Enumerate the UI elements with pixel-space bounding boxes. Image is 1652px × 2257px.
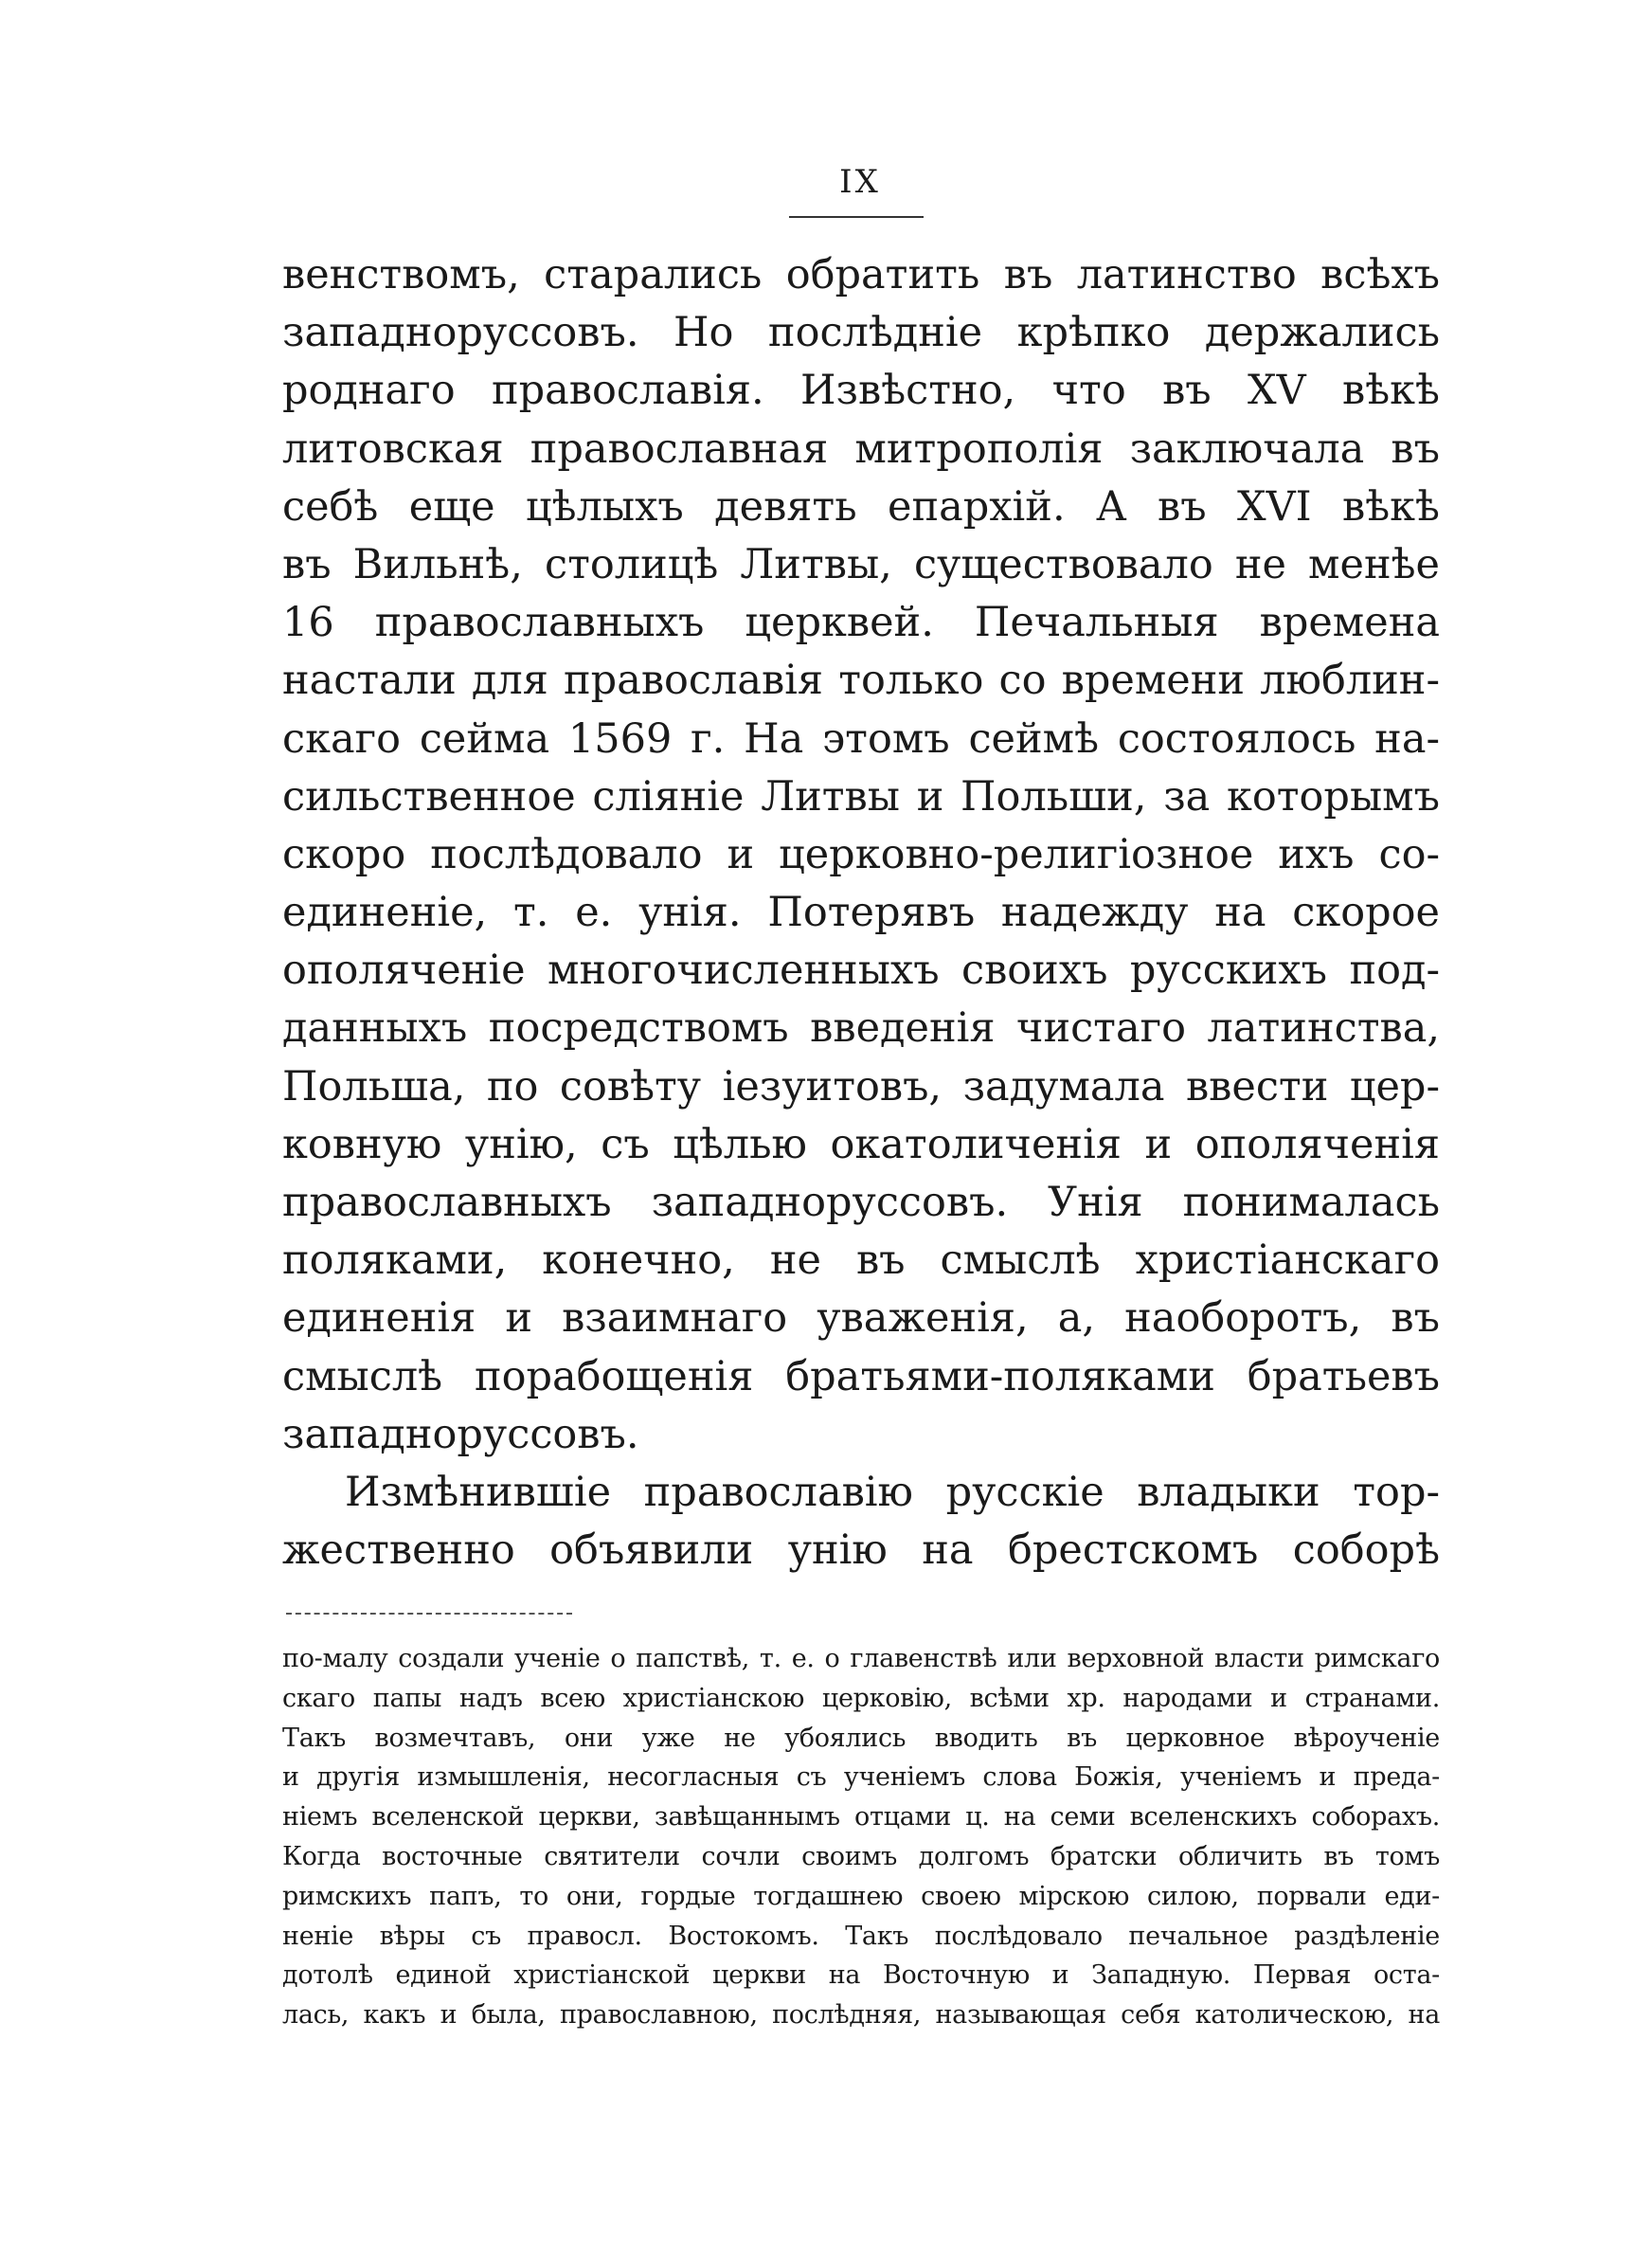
text-line: западноруссовъ. Но послѣдніе крѣпко держались <box>282 309 1440 357</box>
text-line: западноруссовъ. <box>282 1410 639 1458</box>
footnote-line: ніемъ вселенской церкви, завѣщаннымъ отцами ц. на семи вселенскихъ соборахъ. <box>282 1802 1440 1833</box>
text-line: поляками, конечно, не въ смыслѣ христіанскаго <box>282 1237 1440 1285</box>
text-line: жественно объявили унію на брестскомъ соборѣ <box>282 1526 1440 1575</box>
footnote-line: скаго папы надъ всею христіанскою церковію, всѣми хр. народами и странами. <box>282 1683 1440 1713</box>
text-line: 16 православныхъ церквей. Печальныя времена <box>282 599 1440 647</box>
footnote <box>282 1639 1440 2035</box>
text-line: Польша, по совѣту іезуитовъ, задумала ввести цер- <box>282 1062 1440 1110</box>
text-line: настали для православія только со времени люблин- <box>282 657 1440 705</box>
footnote-line: римскихъ папъ, то они, гордые тогдашнею своею мірскою силою, порвали еди- <box>282 1881 1440 1911</box>
text-line: ковную унію, съ цѣлью окатоличенія и ополяченія <box>282 1120 1440 1168</box>
text-line: смыслѣ порабощенія братьями-поляками братьевъ <box>282 1352 1440 1400</box>
text-line: въ Вильнѣ, столицѣ Литвы, существовало не менѣе <box>282 540 1440 588</box>
text-line: сильственное сліяніе Литвы и Польши, за которымъ <box>282 772 1440 821</box>
footnote-line: по-малу создали ученіе о папствѣ, т. е. о главенствѣ или верховной власти римскаго <box>282 1644 1440 1673</box>
text-line: данныхъ посредствомъ введенія чистаго латинства, <box>282 1004 1440 1053</box>
text-line: православныхъ западноруссовъ. Унія понималась <box>282 1179 1440 1226</box>
footnote-line: дотолѣ единой христіанской церкви на Восточную и Западную. Первая оста- <box>282 1960 1440 1991</box>
main-text <box>282 246 1440 1580</box>
text-line: роднаго православія. Извѣстно, что въ XV вѣкѣ <box>282 367 1440 415</box>
page-number: IX <box>839 163 881 201</box>
text-line: Измѣнившіе православію русскіе владыки тор- <box>345 1468 1440 1516</box>
footnote-line: и другія измышленія, несогласныя съ ученіемъ слова Божія, ученіемъ и преда- <box>282 1762 1440 1793</box>
text-line: себѣ еще цѣлыхъ девять епархій. А въ XVI вѣкѣ <box>282 482 1440 531</box>
footnote-rule <box>286 1613 572 1615</box>
text-line: единеніе, т. е. унія. Потерявъ надежду на скорое <box>282 889 1440 937</box>
text-line: литовская православная митрополія заключала въ <box>282 424 1440 473</box>
footnote-line: Когда восточные святители сочли своимъ долгомъ братски обличить въ томъ <box>282 1841 1440 1871</box>
footnote-line: лась, какъ и была, православною, послѣдняя, называющая себя католическою, на <box>282 2000 1440 2031</box>
text-line: ополяченіе многочисленныхъ своихъ русскихъ под- <box>282 947 1440 995</box>
text-line: скоро послѣдовало и церковно-религіозное ихъ со- <box>282 830 1440 878</box>
text-line: единенія и взаимнаго уваженія, а, наоборотъ, въ <box>282 1294 1440 1343</box>
footnote-line: Такъ возмечтавъ, они уже не убоялись вводить въ церковное вѣроученіе <box>282 1723 1440 1753</box>
text-line: скаго сейма 1569 г. На этомъ сеймѣ состоялось на- <box>282 714 1440 763</box>
header-rule <box>789 216 924 218</box>
footnote-line: неніе вѣры съ правосл. Востокомъ. Такъ послѣдовало печальное раздѣленіе <box>282 1921 1440 1951</box>
text-line: венствомъ, старались обратить въ латинство всѣхъ <box>282 251 1440 298</box>
